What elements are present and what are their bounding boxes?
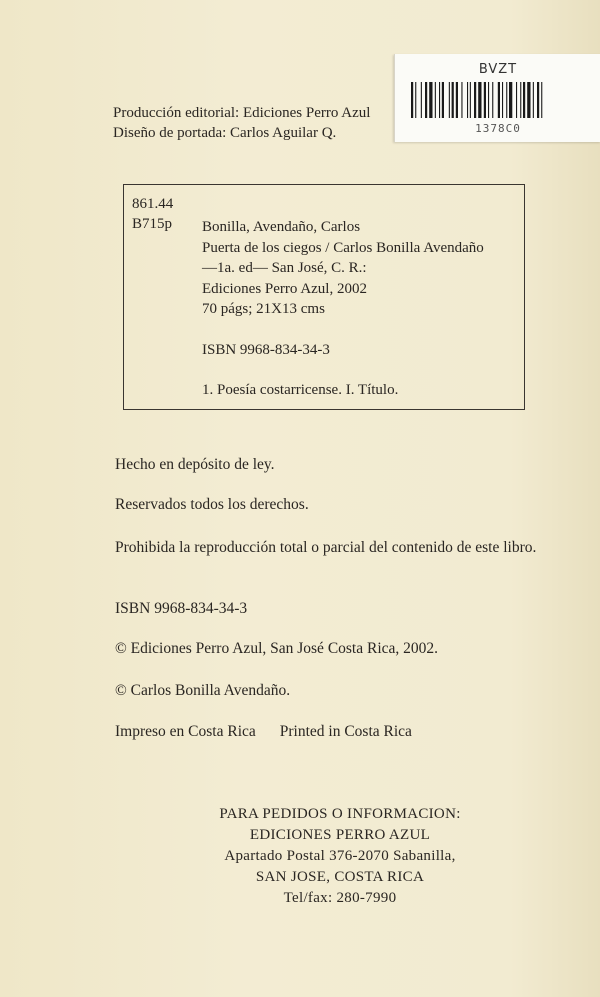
- call-number: [132, 194, 173, 234]
- printed-en: Printed in Costa Rica: [279, 723, 412, 740]
- printed-es: Impreso en Costa Rica: [115, 723, 256, 740]
- catalog-isbn: ISBN 9968-834-34-3: [202, 342, 330, 358]
- catalog-entry: [202, 217, 484, 320]
- barcode-icon: [411, 82, 587, 118]
- rights-note: Reservados todos los derechos.: [115, 496, 309, 513]
- orders-phone: Tel/fax: 280-7990: [283, 890, 397, 906]
- deposit-note: Hecho en depósito de ley.: [115, 456, 275, 473]
- catalog-line: Ediciones Perro Azul, 2002: [202, 280, 367, 297]
- sticker-number: 1378C0: [475, 122, 521, 135]
- orders-publisher: EDICIONES PERRO AZUL: [249, 827, 431, 843]
- orders-address: Apartado Postal 376-2070 Sabanilla,: [224, 848, 456, 864]
- catalog-line: 70 págs; 21X13 cms: [202, 301, 325, 317]
- author-copyright: © Carlos Bonilla Avendaño.: [115, 682, 291, 699]
- editorial-credits: [113, 103, 370, 143]
- catalog-subject: 1. Poesía costarricense. I. Título.: [202, 382, 399, 398]
- catalog-card: [123, 184, 525, 410]
- publisher-copyright: © Ediciones Perro Azul, San José Costa Rica, 2002.: [115, 640, 439, 657]
- library-barcode-sticker: [394, 54, 600, 142]
- cutter-number: B715p: [132, 216, 173, 232]
- cover-design-credit: Diseño de portada: Carlos Aguilar Q.: [113, 125, 337, 141]
- sticker-code: BVZT: [478, 62, 518, 77]
- orders-city: SAN JOSE, COSTA RICA: [255, 869, 425, 885]
- orders-heading: PARA PEDIDOS O INFORMACION:: [219, 806, 461, 822]
- class-number: 861.44: [132, 196, 174, 212]
- catalog-line: Puerta de los ciegos / Carlos Bonilla Avendaño: [202, 239, 484, 256]
- prohibition-note: Prohibida la reproducción total o parcial del contenido de este libro.: [115, 539, 537, 556]
- isbn-note: ISBN 9968-834-34-3: [115, 600, 248, 617]
- printed-in: [115, 721, 545, 743]
- catalog-line: Bonilla, Avendaño, Carlos: [202, 219, 361, 235]
- orders-info: [150, 804, 530, 909]
- catalog-line: —1a. ed— San José, C. R.:: [202, 260, 367, 276]
- production-credit: Producción editorial: Ediciones Perro Azul: [113, 105, 371, 121]
